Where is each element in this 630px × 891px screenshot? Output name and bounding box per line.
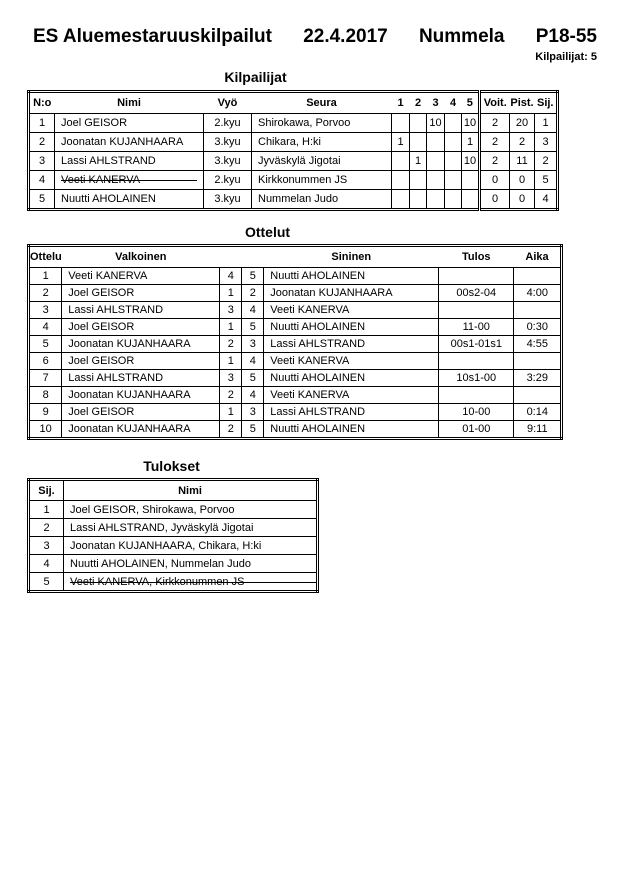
white-competitor-cell: Veeti KANERVA xyxy=(62,268,220,285)
white-number-cell: 2 xyxy=(220,421,242,439)
score-cell-1: 1 xyxy=(392,133,410,152)
results-heading: Tulokset xyxy=(143,458,200,474)
result-row xyxy=(29,519,318,537)
match-time-cell xyxy=(514,353,562,370)
place-cell: 1 xyxy=(535,114,558,133)
score-cell-4 xyxy=(445,190,462,210)
match-result-cell: 10-00 xyxy=(439,404,514,421)
match-number-cell: 7 xyxy=(29,370,62,387)
competitor-number-cell: 4 xyxy=(29,171,55,190)
competitor-name-cell: Veeti KANERVA xyxy=(55,171,204,190)
match-time-cell xyxy=(514,302,562,319)
score-cell-3 xyxy=(427,171,445,190)
match-row xyxy=(29,302,562,319)
blue-number-cell: 3 xyxy=(242,336,264,353)
score-cell-5: 1 xyxy=(462,133,480,152)
match-result-cell xyxy=(439,268,514,285)
blue-competitor-cell: Veeti KANERVA xyxy=(264,387,439,404)
competitor-club-cell: Chikara, H:ki xyxy=(252,133,392,152)
matches-heading: Ottelut xyxy=(244,224,291,240)
blue-competitor-cell: Veeti KANERVA xyxy=(264,353,439,370)
white-competitor-cell: Joel GEISOR xyxy=(62,404,220,421)
match-row xyxy=(29,353,562,370)
blue-competitor-cell: Lassi AHLSTRAND xyxy=(264,336,439,353)
competitor-belt-cell: 3.kyu xyxy=(204,190,252,210)
competitor-belt-cell: 2.kyu xyxy=(204,171,252,190)
score-cell-1 xyxy=(392,152,410,171)
match-number-cell: 2 xyxy=(29,285,62,302)
white-number-cell: 1 xyxy=(220,319,242,336)
competitors-table xyxy=(27,90,559,211)
col-header-s5: 5 xyxy=(462,92,480,114)
score-cell-1 xyxy=(392,114,410,133)
match-row xyxy=(29,336,562,353)
match-time-cell: 3:29 xyxy=(514,370,562,387)
white-number-cell: 3 xyxy=(220,302,242,319)
match-result-cell: 10s1-00 xyxy=(439,370,514,387)
white-competitor-cell: Lassi AHLSTRAND xyxy=(62,370,220,387)
blue-competitor-cell: Joonatan KUJANHAARA xyxy=(264,285,439,302)
score-cell-2 xyxy=(410,190,427,210)
match-row xyxy=(29,421,562,439)
match-time-cell xyxy=(514,268,562,285)
match-result-cell: 11-00 xyxy=(439,319,514,336)
competitor-club-cell: Shirokawa, Porvoo xyxy=(252,114,392,133)
match-number-cell: 6 xyxy=(29,353,62,370)
blue-competitor-cell: Nuutti AHOLAINEN xyxy=(264,319,439,336)
col-header-s2: 2 xyxy=(410,92,427,114)
points-cell: 20 xyxy=(510,114,535,133)
blue-competitor-cell: Nuutti AHOLAINEN xyxy=(264,370,439,387)
blue-number-cell: 5 xyxy=(242,370,264,387)
col-header-name: Nimi xyxy=(55,92,204,114)
blue-number-cell: 4 xyxy=(242,387,264,404)
result-name-cell: Nuutti AHOLAINEN, Nummelan Judo xyxy=(64,555,318,573)
col-header-s1: 1 xyxy=(392,92,410,114)
score-cell-5: 10 xyxy=(462,152,480,171)
match-number-cell: 5 xyxy=(29,336,62,353)
competitor-row xyxy=(29,152,558,171)
white-competitor-cell: Joel GEISOR xyxy=(62,319,220,336)
match-result-cell xyxy=(439,302,514,319)
competitor-number-cell: 3 xyxy=(29,152,55,171)
match-row xyxy=(29,404,562,421)
result-name-cell: Veeti KANERVA, Kirkkonummen JS xyxy=(64,573,318,592)
score-cell-3 xyxy=(427,152,445,171)
title-date: 22.4.2017 xyxy=(303,26,388,47)
competitor-club-cell: Jyväskylä Jigotai xyxy=(252,152,392,171)
result-row xyxy=(29,555,318,573)
match-number-cell: 9 xyxy=(29,404,62,421)
wins-cell: 2 xyxy=(480,114,510,133)
competitor-count: Kilpailijat: 5 xyxy=(535,51,597,63)
blue-number-cell: 2 xyxy=(242,285,264,302)
competitor-name-cell: Lassi AHLSTRAND xyxy=(55,152,204,171)
match-result-cell xyxy=(439,353,514,370)
match-time-cell: 9:11 xyxy=(514,421,562,439)
results-table xyxy=(27,478,319,593)
col-header-white-no xyxy=(220,246,242,268)
white-number-cell: 1 xyxy=(220,285,242,302)
match-row xyxy=(29,387,562,404)
wins-cell: 0 xyxy=(480,190,510,210)
blue-number-cell: 5 xyxy=(242,319,264,336)
blue-competitor-cell: Veeti KANERVA xyxy=(264,302,439,319)
score-cell-3 xyxy=(427,133,445,152)
blue-number-cell: 4 xyxy=(242,302,264,319)
score-cell-4 xyxy=(445,152,462,171)
col-header-no: N:o xyxy=(29,92,55,114)
competitor-club-cell: Kirkkonummen JS xyxy=(252,171,392,190)
blue-competitor-cell: Lassi AHLSTRAND xyxy=(264,404,439,421)
score-cell-3: 10 xyxy=(427,114,445,133)
competitor-number-cell: 5 xyxy=(29,190,55,210)
blue-competitor-cell: Nuutti AHOLAINEN xyxy=(264,421,439,439)
white-competitor-cell: Joel GEISOR xyxy=(62,285,220,302)
title-category: P18-55 xyxy=(535,26,597,47)
competitor-belt-cell: 3.kyu xyxy=(204,133,252,152)
score-cell-5 xyxy=(462,190,480,210)
competitors-heading: Kilpailijat xyxy=(224,69,287,85)
match-row xyxy=(29,319,562,336)
col-header-match-no: Ottelu xyxy=(29,246,62,268)
title-event: ES Aluemestaruuskilpailut xyxy=(33,26,272,47)
white-competitor-cell: Joonatan KUJANHAARA xyxy=(62,387,220,404)
competitor-name-cell: Joel GEISOR xyxy=(55,114,204,133)
score-cell-3 xyxy=(427,190,445,210)
match-result-cell: 01-00 xyxy=(439,421,514,439)
match-number-cell: 8 xyxy=(29,387,62,404)
score-cell-4 xyxy=(445,114,462,133)
match-time-cell xyxy=(514,387,562,404)
match-row xyxy=(29,370,562,387)
competitors-header-row xyxy=(29,92,558,114)
white-number-cell: 2 xyxy=(220,336,242,353)
title-location: Nummela xyxy=(418,26,505,47)
match-time-cell: 0:30 xyxy=(514,319,562,336)
blue-number-cell: 5 xyxy=(242,268,264,285)
competitor-number-cell: 1 xyxy=(29,114,55,133)
result-place-cell: 5 xyxy=(29,573,64,592)
place-cell: 3 xyxy=(535,133,558,152)
points-cell: 11 xyxy=(510,152,535,171)
col-header-blue-no xyxy=(242,246,264,268)
match-result-cell xyxy=(439,387,514,404)
col-header-s3: 3 xyxy=(427,92,445,114)
competitor-belt-cell: 2.kyu xyxy=(204,114,252,133)
result-place-cell: 3 xyxy=(29,537,64,555)
col-header-place: Sij. xyxy=(535,92,558,114)
match-number-cell: 1 xyxy=(29,268,62,285)
wins-cell: 2 xyxy=(480,152,510,171)
col-header-name: Nimi xyxy=(64,480,318,501)
score-cell-2 xyxy=(410,133,427,152)
white-number-cell: 2 xyxy=(220,387,242,404)
col-header-points: Pist. xyxy=(510,92,535,114)
score-cell-2: 1 xyxy=(410,152,427,171)
score-cell-5: 10 xyxy=(462,114,480,133)
blue-number-cell: 5 xyxy=(242,421,264,439)
col-header-wins: Voit. xyxy=(480,92,510,114)
white-competitor-cell: Joonatan KUJANHAARA xyxy=(62,421,220,439)
white-competitor-cell: Joonatan KUJANHAARA xyxy=(62,336,220,353)
competitor-belt-cell: 3.kyu xyxy=(204,152,252,171)
score-cell-1 xyxy=(392,190,410,210)
score-cell-4 xyxy=(445,133,462,152)
blue-competitor-cell: Nuutti AHOLAINEN xyxy=(264,268,439,285)
competitor-number-cell: 2 xyxy=(29,133,55,152)
match-number-cell: 10 xyxy=(29,421,62,439)
white-number-cell: 4 xyxy=(220,268,242,285)
wins-cell: 2 xyxy=(480,133,510,152)
match-time-cell: 4:55 xyxy=(514,336,562,353)
place-cell: 2 xyxy=(535,152,558,171)
result-name-cell: Joel GEISOR, Shirokawa, Porvoo xyxy=(64,501,318,519)
blue-number-cell: 3 xyxy=(242,404,264,421)
result-row xyxy=(29,537,318,555)
results-header-row xyxy=(29,480,318,501)
white-number-cell: 1 xyxy=(220,404,242,421)
wins-cell: 0 xyxy=(480,171,510,190)
col-header-white: Valkoinen xyxy=(62,246,220,268)
match-result-cell: 00s1-01s1 xyxy=(439,336,514,353)
white-number-cell: 3 xyxy=(220,370,242,387)
score-cell-5 xyxy=(462,171,480,190)
result-row xyxy=(29,501,318,519)
page-title xyxy=(33,26,597,48)
place-cell: 4 xyxy=(535,190,558,210)
white-competitor-cell: Joel GEISOR xyxy=(62,353,220,370)
competitor-name-cell: Nuutti AHOLAINEN xyxy=(55,190,204,210)
result-place-cell: 2 xyxy=(29,519,64,537)
col-header-club: Seura xyxy=(252,92,392,114)
place-cell: 5 xyxy=(535,171,558,190)
col-header-place: Sij. xyxy=(29,480,64,501)
match-time-cell: 0:14 xyxy=(514,404,562,421)
col-header-result: Tulos xyxy=(439,246,514,268)
competitor-row xyxy=(29,114,558,133)
col-header-blue: Sininen xyxy=(264,246,439,268)
matches-table xyxy=(27,244,563,440)
competitor-row xyxy=(29,190,558,210)
competitor-row xyxy=(29,133,558,152)
matches-header-row xyxy=(29,246,562,268)
match-result-cell: 00s2-04 xyxy=(439,285,514,302)
points-cell: 0 xyxy=(510,190,535,210)
col-header-s4: 4 xyxy=(445,92,462,114)
result-name-cell: Joonatan KUJANHAARA, Chikara, H:ki xyxy=(64,537,318,555)
competitor-name-cell: Joonatan KUJANHAARA xyxy=(55,133,204,152)
competitor-row xyxy=(29,171,558,190)
match-number-cell: 3 xyxy=(29,302,62,319)
result-place-cell: 4 xyxy=(29,555,64,573)
score-cell-4 xyxy=(445,171,462,190)
score-cell-2 xyxy=(410,114,427,133)
white-competitor-cell: Lassi AHLSTRAND xyxy=(62,302,220,319)
result-place-cell: 1 xyxy=(29,501,64,519)
result-name-cell: Lassi AHLSTRAND, Jyväskylä Jigotai xyxy=(64,519,318,537)
match-number-cell: 4 xyxy=(29,319,62,336)
score-cell-2 xyxy=(410,171,427,190)
competitor-club-cell: Nummelan Judo xyxy=(252,190,392,210)
col-header-time: Aika xyxy=(514,246,562,268)
col-header-belt: Vyö xyxy=(204,92,252,114)
match-time-cell: 4:00 xyxy=(514,285,562,302)
result-row xyxy=(29,573,318,592)
match-row xyxy=(29,285,562,302)
blue-number-cell: 4 xyxy=(242,353,264,370)
match-row xyxy=(29,268,562,285)
score-cell-1 xyxy=(392,171,410,190)
points-cell: 2 xyxy=(510,133,535,152)
white-number-cell: 1 xyxy=(220,353,242,370)
points-cell: 0 xyxy=(510,171,535,190)
